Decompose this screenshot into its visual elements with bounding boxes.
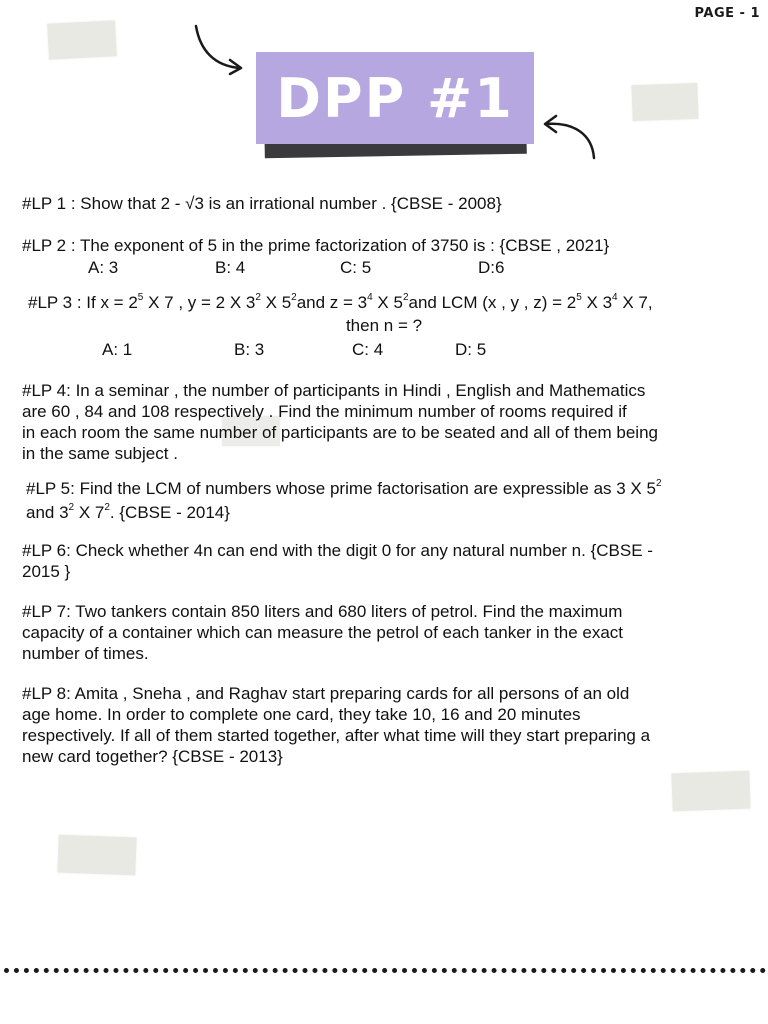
question-lp5: #LP 5: Find the LCM of numbers whose prime factorisation are expressible as 3 X $5^2$ and $3^2$ X $7^2$. {CBSE - 2014} xyxy=(26,478,662,522)
page-label: PAGE - 1 xyxy=(694,6,760,21)
page-title: DPP #1 xyxy=(276,66,514,130)
question-lp3-line2: then n = ? xyxy=(345,316,423,335)
right-arrow-icon xyxy=(538,112,602,162)
option-a: A: 1 xyxy=(102,340,133,359)
question-lp3: #LP 3 : If $x = 2^5$ X 7 , y = 2 X $3^2$ X $5^2and$ $z = 3^4$ X $5^2and$ LCM (x , y , $z) = 2^5$ X $3^4$ X 7, xyxy=(28,292,653,312)
question-lp7: #LP 7: Two tankers contain 850 liters and 680 liters of petrol. Find the maximum capacity of a container which can measure the petrol of each tanker in the exact number of times. xyxy=(22,602,624,663)
title-banner xyxy=(256,52,534,144)
question-lp2: #LP 2 : The exponent of 5 in the prime factorization of 3750 is : {CBSE , 2021} xyxy=(22,236,610,255)
option-d: D: 5 xyxy=(455,340,487,359)
question-lp4: #LP 4: In a seminar , the number of participants in Hindi , English and Mathematics are 60 , 84 and 108 respectively . Find the minimum number of rooms required if in each room the same number of participants are to be seated and all of them being in the same subject . xyxy=(22,381,658,463)
options-lp2 xyxy=(88,257,528,278)
tape-decoration xyxy=(631,83,698,121)
question-lp6: #LP 6: Check whether 4n can end with the digit 0 for any natural number n. {CBSE - 2015 } xyxy=(22,541,653,581)
tape-decoration xyxy=(47,20,117,60)
option-d: D:6 xyxy=(478,258,505,277)
left-arrow-icon xyxy=(190,22,250,74)
question-lp1: #LP 1 : Show that 2 - √3 is an irrational number . {CBSE - 2008} xyxy=(22,194,502,213)
option-c: C: 5 xyxy=(340,258,372,277)
option-b: B: 3 xyxy=(234,340,265,359)
options-lp3 xyxy=(102,339,502,360)
option-b: B: 4 xyxy=(215,258,246,277)
option-c: C: 4 xyxy=(352,340,384,359)
question-lp8: #LP 8: Amita , Sneha , and Raghav start preparing cards for all persons of an old age home. In order to complete one card, they take 10, 16 and 20 minutes respectively. If all of them started together, after what time will they start preparing a new card together? {CBSE - 2013} xyxy=(22,684,651,766)
option-a: A: 3 xyxy=(88,258,119,277)
tape-decoration xyxy=(671,771,750,812)
tape-decoration xyxy=(57,835,136,876)
dotted-divider xyxy=(4,968,766,973)
